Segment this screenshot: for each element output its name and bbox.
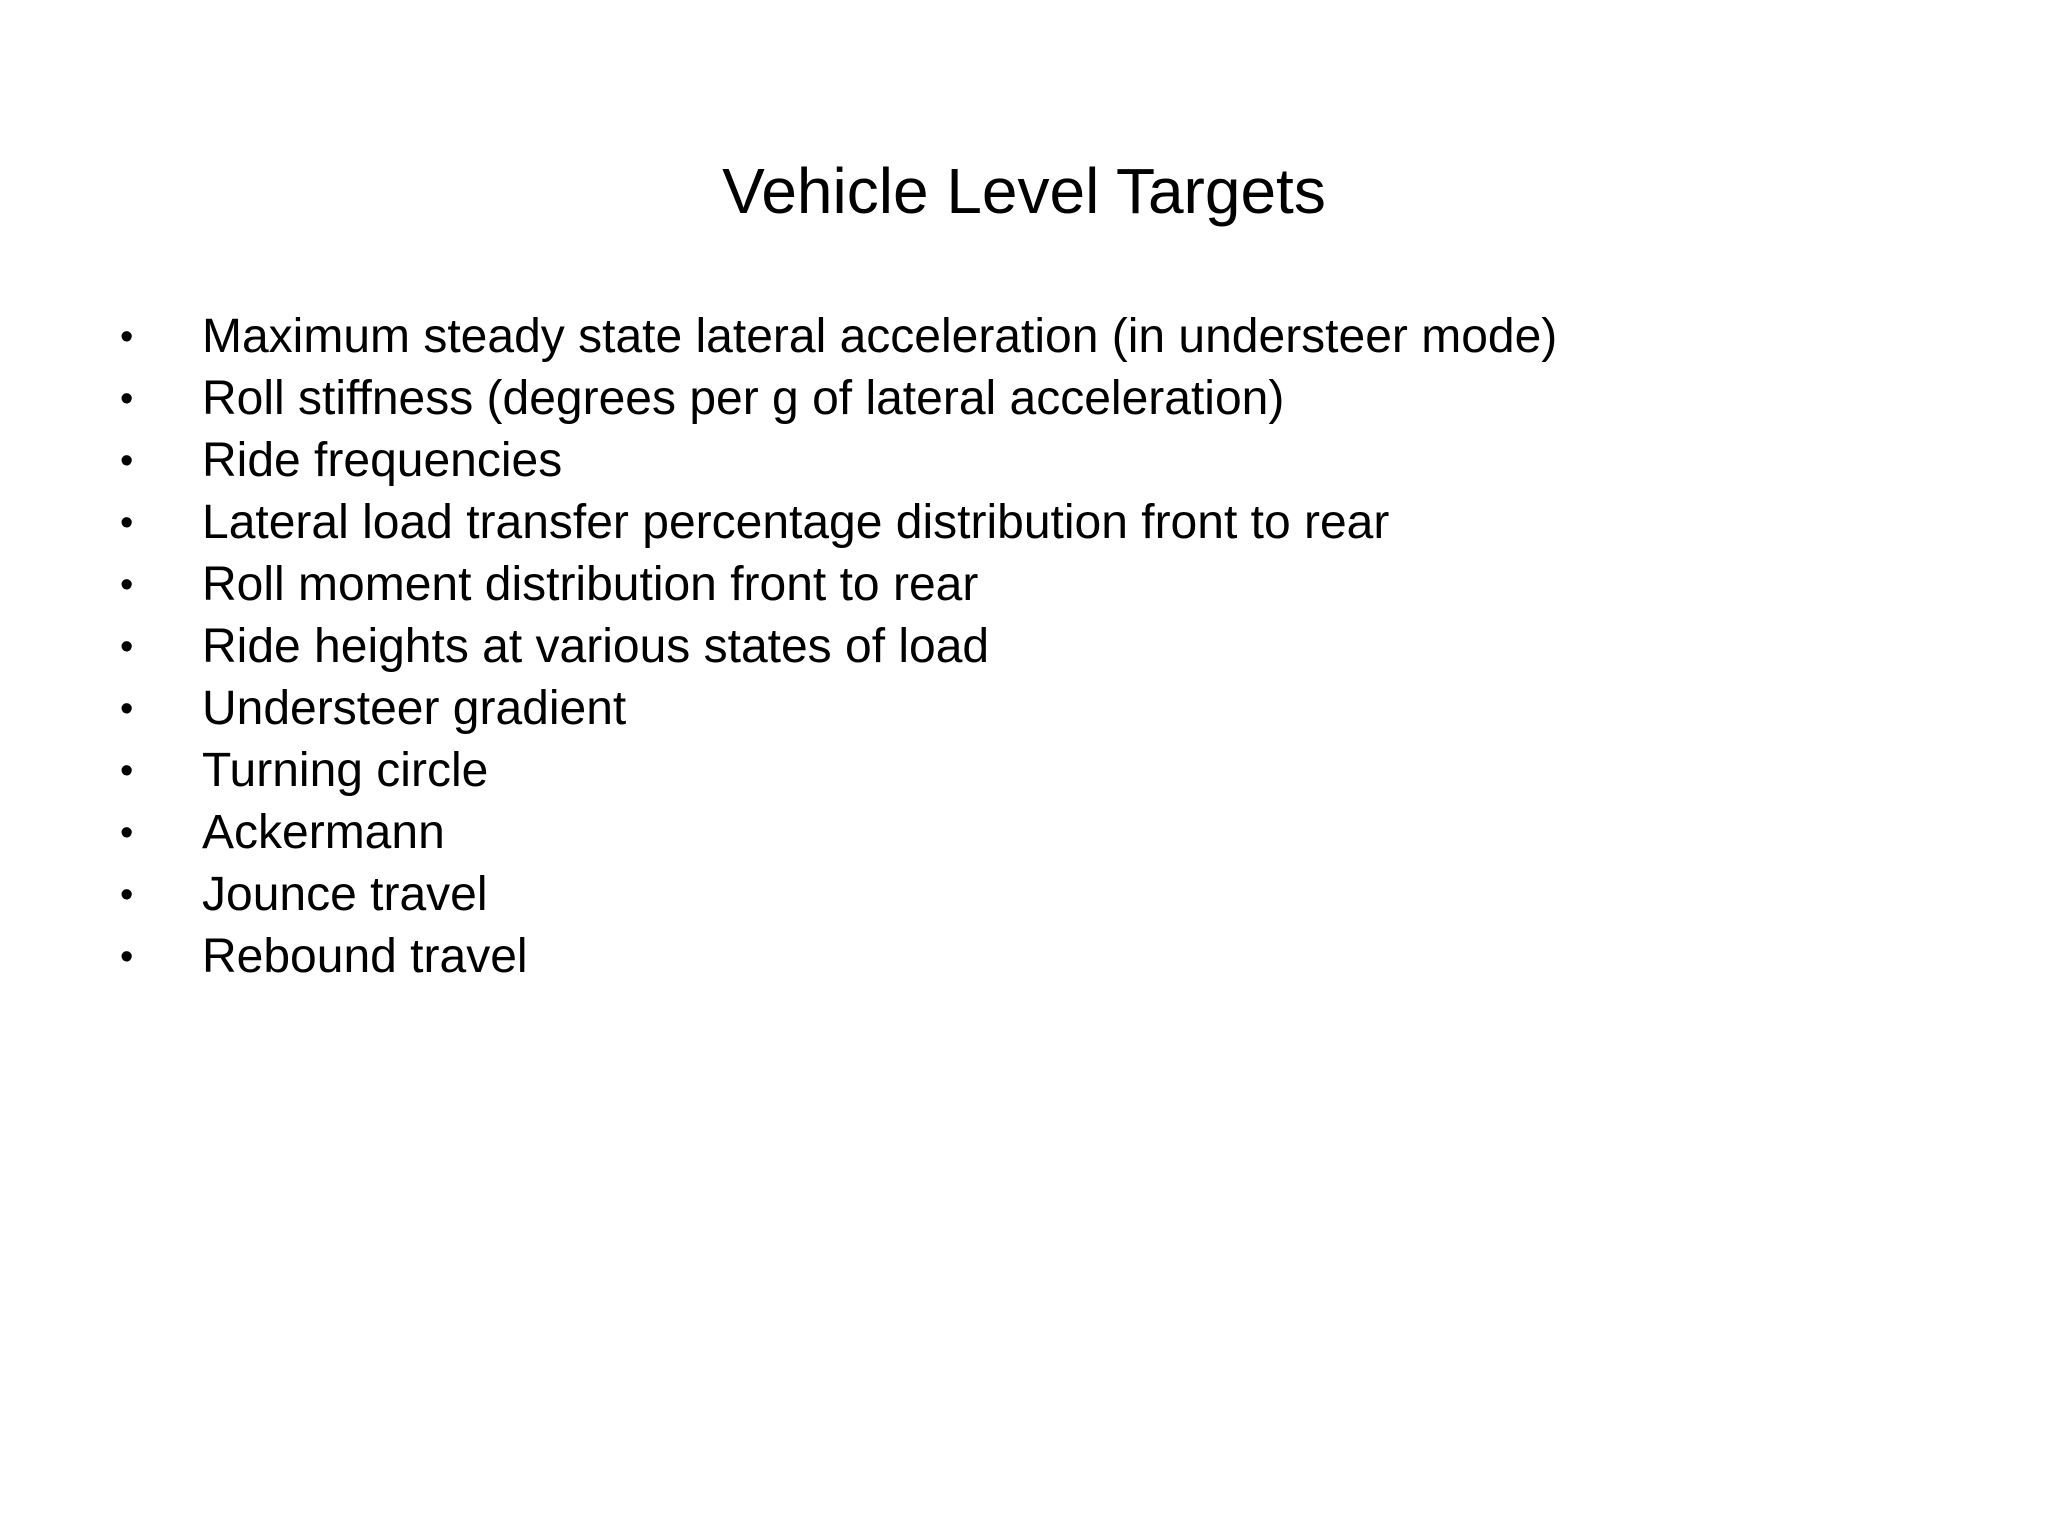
bullet-icon: • <box>120 874 134 916</box>
bullet-text: Roll moment distribution front to rear <box>202 558 979 611</box>
bullet-item <box>0 616 2048 678</box>
bullet-icon: • <box>120 750 134 792</box>
bullet-item <box>0 430 2048 492</box>
bullet-icon: • <box>120 564 134 606</box>
slide-title: Vehicle Level Targets <box>722 155 1326 227</box>
bullet-text: Roll stiffness (degrees per g of lateral acceleration) <box>202 372 1285 425</box>
bullet-text: Ride heights at various states of load <box>202 620 990 673</box>
bullet-icon: • <box>120 812 134 854</box>
bullet-item <box>0 678 2048 740</box>
bullet-item <box>0 926 2048 988</box>
bullet-text: Rebound travel <box>202 930 528 983</box>
bullet-text: Maximum steady state lateral acceleration (in understeer mode) <box>202 310 1558 363</box>
bullet-item <box>0 368 2048 430</box>
bullet-list <box>0 306 2048 988</box>
bullet-item <box>0 554 2048 616</box>
bullet-icon: • <box>120 440 134 482</box>
bullet-icon: • <box>120 378 134 420</box>
bullet-text: Jounce travel <box>202 868 488 921</box>
bullet-item <box>0 492 2048 554</box>
bullet-text: Understeer gradient <box>202 682 627 735</box>
bullet-item <box>0 802 2048 864</box>
bullet-icon: • <box>120 936 134 978</box>
bullet-item <box>0 864 2048 926</box>
bullet-text: Ackermann <box>202 806 445 859</box>
bullet-item <box>0 306 2048 368</box>
bullet-icon: • <box>120 316 134 358</box>
bullet-item <box>0 740 2048 802</box>
bullet-icon: • <box>120 626 134 668</box>
bullet-icon: • <box>120 502 134 544</box>
bullet-icon: • <box>120 688 134 730</box>
bullet-text: Ride frequencies <box>202 434 563 487</box>
bullet-text: Lateral load transfer percentage distribution front to rear <box>202 496 1390 549</box>
bullet-text: Turning circle <box>202 744 489 797</box>
